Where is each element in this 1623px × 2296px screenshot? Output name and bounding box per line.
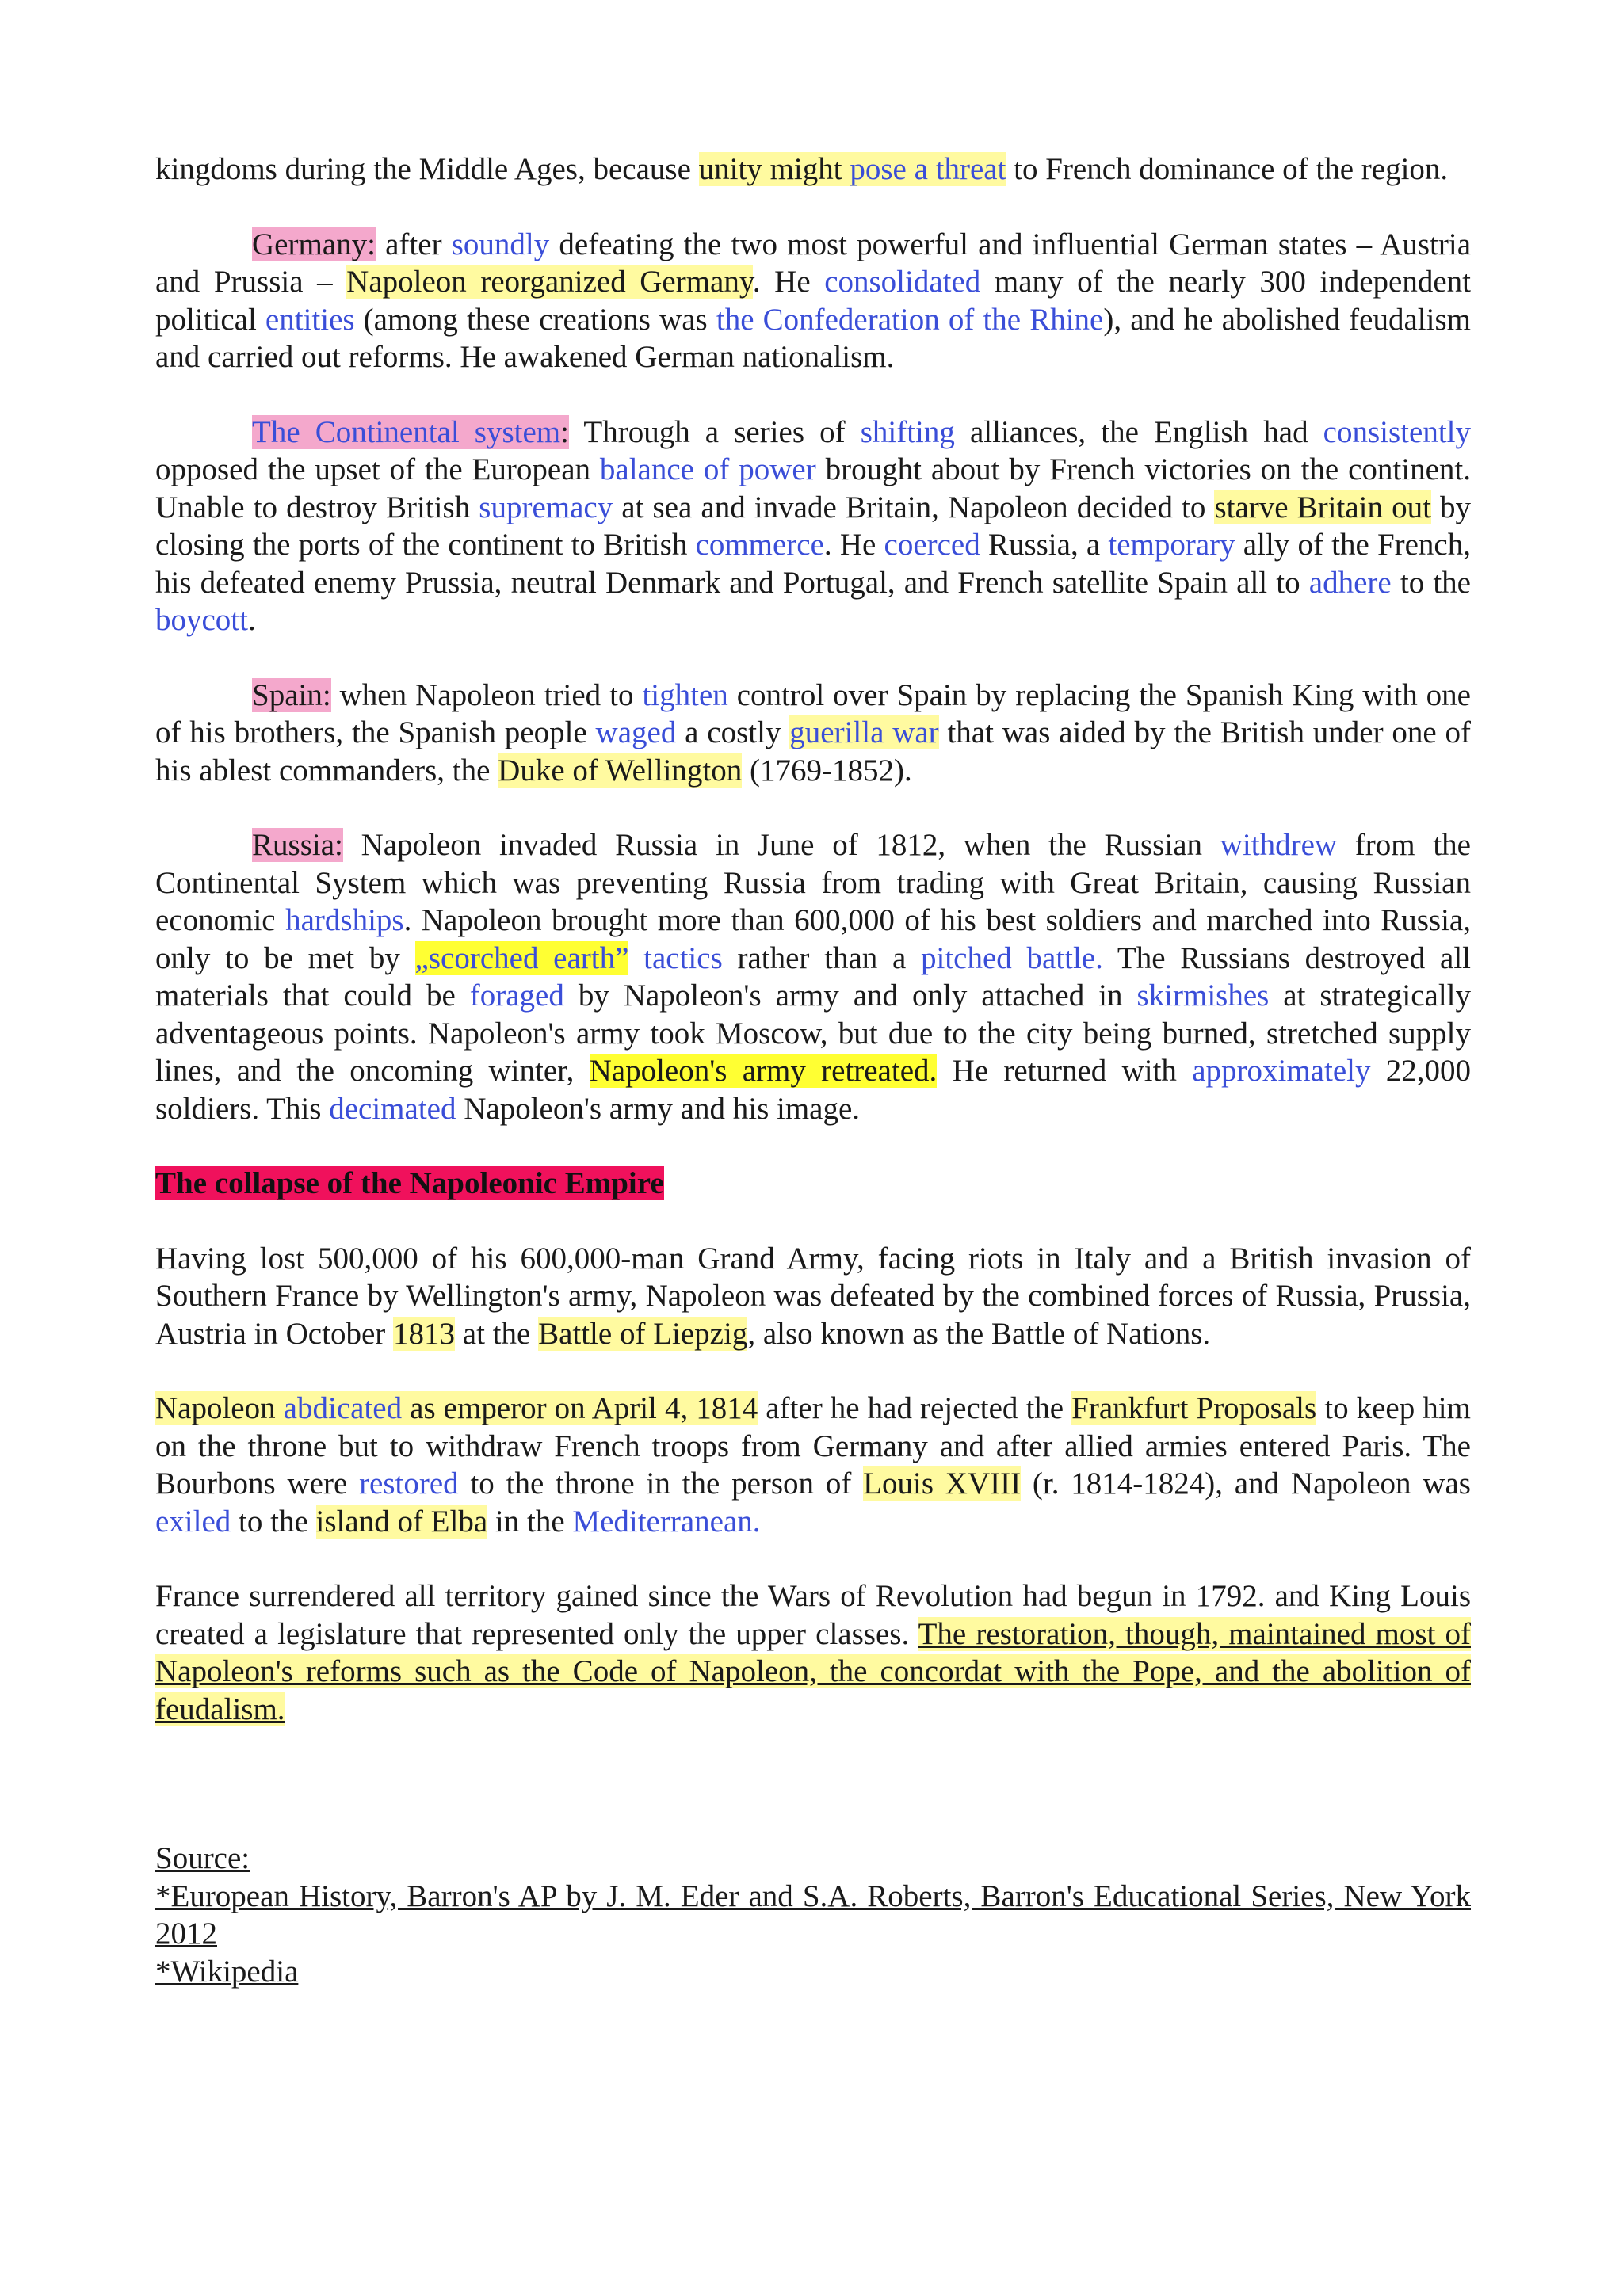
vocabulary-term: abdicated xyxy=(283,1391,403,1425)
vocabulary-term: commerce xyxy=(695,528,824,562)
vocabulary-term: supremacy xyxy=(479,490,613,524)
vocabulary-term: soundly xyxy=(451,227,550,261)
text-run: to the throne in the person of xyxy=(458,1466,864,1501)
text-run: at strategically adventageous points. Napoleon's army took Moscow, but due to the city being burned, stretched supply lines, and the oncoming winter, xyxy=(155,978,1471,1088)
text-run: defeating the two most powerful and influential German states – Austria and Prussia – xyxy=(155,227,1471,299)
text-run: The Russians destroyed all materials that could be xyxy=(155,940,1471,1013)
text-run: that was aided by the British under one of his ablest commanders, the xyxy=(155,715,1471,788)
text-run: . xyxy=(247,603,256,637)
text-run: . He xyxy=(823,528,884,562)
highlight: Duke of Wellington xyxy=(498,753,743,788)
text-run: ally of the French, his defeated enemy Prussia, neutral Denmark and Portugal, and French satellite Spain all to xyxy=(155,528,1471,600)
source-reference-wikipedia: *Wikipedia xyxy=(155,1954,299,1989)
germany-paragraph xyxy=(155,226,1471,376)
text-run: when Napoleon tried to xyxy=(330,677,643,712)
highlight: starve Britain out xyxy=(1214,490,1431,524)
section-heading-wrap xyxy=(155,1165,1471,1203)
text-run: Napoleon invaded Russia in June of 1812, when the Russian xyxy=(342,828,1220,862)
vocabulary-term: entities xyxy=(265,302,355,337)
vocabulary-term: the Confederation of the Rhine xyxy=(716,302,1104,337)
text-run: Russia, a xyxy=(980,528,1109,562)
text-run: rather than a xyxy=(722,940,922,975)
text-run: Through a series of xyxy=(569,414,861,449)
text-run: (among these creations was xyxy=(354,302,716,337)
vocabulary-term: pitched battle. xyxy=(921,940,1103,975)
text-run: 22,000 soldiers. This xyxy=(155,1054,1472,1126)
collapse-paragraph-1 xyxy=(155,1240,1471,1353)
vocabulary-term: shifting xyxy=(860,414,955,449)
vocabulary-term: balance of power xyxy=(599,452,816,486)
source-reference-book: *European History, Barron's AP by J. M. Eder and S.A. Roberts, Barron's Educational Series, New York 2012 xyxy=(155,1878,1471,1951)
section-heading: The collapse of the Napoleonic Empire xyxy=(155,1166,664,1200)
text-run: to French dominance of the region. xyxy=(1006,152,1449,186)
text-run: a costly xyxy=(676,715,790,749)
text-run: by Napoleon's army and only attached in xyxy=(563,978,1137,1013)
vocabulary-term: decimated xyxy=(329,1091,456,1126)
vocabulary-term: approximately xyxy=(1192,1054,1371,1088)
vocabulary-term: tactics xyxy=(643,940,723,975)
highlight: Battle of Liepzig xyxy=(538,1316,748,1351)
highlight: unity might xyxy=(698,152,850,186)
text-run: (r. 1814-1824), and Napoleon was xyxy=(1021,1466,1471,1501)
vocabulary-term: hardships xyxy=(285,903,404,937)
text-run: control over Spain by replacing the Spanish King with one of his brothers, the Spanish people xyxy=(155,677,1471,749)
vocabulary-term: pose a threat xyxy=(850,152,1006,186)
highlight: Napoleon's army retreated. xyxy=(589,1054,938,1088)
highlight: Napoleon reorganized Germany xyxy=(346,265,753,299)
highlight: island of Elba xyxy=(315,1504,488,1539)
vocabulary-term: tighten xyxy=(642,677,728,712)
intro-paragraph xyxy=(155,151,1471,189)
highlight: Napoleon xyxy=(155,1391,284,1425)
document-page xyxy=(155,151,1471,1990)
text-run: to the xyxy=(1391,565,1471,600)
section-label-spain: Spain: xyxy=(252,677,331,712)
spain-paragraph xyxy=(155,677,1471,790)
section-label-germany: Germany: xyxy=(252,227,376,261)
continental-system-paragraph xyxy=(155,414,1471,639)
vocabulary-term: consolidated xyxy=(824,265,981,299)
text-run: at the xyxy=(455,1316,539,1351)
text-run: (1769-1852). xyxy=(742,753,912,788)
text-run: in the xyxy=(487,1504,573,1539)
text-run xyxy=(628,941,643,975)
text-run: after xyxy=(375,227,452,261)
vocabulary-term: waged xyxy=(595,715,677,749)
text-run: from the Continental System which was preventing Russia from trading with Great Britain, causing Russian economic xyxy=(155,828,1471,937)
text-run: . Napoleon brought more than 600,000 of his best soldiers and marched into Russia, only to be met by xyxy=(155,903,1471,975)
highlight: Frankfurt Proposals xyxy=(1071,1391,1317,1425)
vocabulary-term: coerced xyxy=(884,528,980,562)
vocabulary-term: skirmishes xyxy=(1136,978,1270,1013)
highlight-underlined: The restoration, though, maintained most of Napoleon's reforms such as the Code of Napoleon, the concordat with the Pope, and the abolition of feudalism. xyxy=(155,1616,1471,1726)
vocabulary-term: consistently xyxy=(1323,414,1471,449)
highlight: 1813 xyxy=(393,1316,456,1351)
text-run: , also known as the Battle of Nations. xyxy=(747,1316,1211,1351)
text-run: . He xyxy=(752,265,825,299)
vocabulary-term: boycott xyxy=(155,603,248,637)
section-label-russia: Russia: xyxy=(252,828,343,862)
text-run: ), and he abolished feudalism and carried out reforms. He awakened German nationalism. xyxy=(155,302,1471,374)
collapse-paragraph-2 xyxy=(155,1390,1471,1540)
collapse-paragraph-3 xyxy=(155,1577,1471,1728)
vocabulary-term: exiled xyxy=(155,1504,231,1539)
vocabulary-term: adhere xyxy=(1308,565,1392,600)
text-run: by closing the ports of the continent to British xyxy=(155,490,1472,562)
text-run: He returned with xyxy=(937,1054,1193,1088)
text-run: to keep him on the throne but to withdraw French troops from Germany and after allied armies entered Paris. The Bourbons were xyxy=(155,1391,1471,1501)
russia-paragraph xyxy=(155,826,1471,1127)
text-run: France surrendered all territory gained since the Wars of Revolution had begun in 1792. and King Louis created a legislature that represented only the upper classes. xyxy=(155,1579,1471,1651)
text-run: at sea and invade Britain, Napoleon decided to xyxy=(613,490,1215,524)
section-label-colon: : xyxy=(560,414,569,449)
vocabulary-term: temporary xyxy=(1108,528,1235,562)
text-run: kingdoms during the Middle Ages, because xyxy=(155,152,699,186)
text-run: Napoleon's army and his image. xyxy=(456,1091,861,1126)
vocabulary-term: Mediterranean. xyxy=(572,1504,761,1539)
text-run: to the xyxy=(231,1504,316,1539)
text-run: many of the nearly 300 independent political xyxy=(155,265,1471,337)
vocabulary-term: guerilla war xyxy=(789,715,939,749)
text-run: alliances, the English had xyxy=(954,414,1323,449)
vocabulary-term: foraged xyxy=(469,978,564,1013)
highlight: Louis XVIII xyxy=(863,1466,1022,1501)
text-run: opposed the upset of the European xyxy=(155,452,600,486)
text-run: brought about by French victories on the continent. Unable to destroy British xyxy=(155,452,1471,524)
vocabulary-term: restored xyxy=(359,1466,459,1501)
vocabulary-term: „scorched earth” xyxy=(414,940,629,975)
text-run: Having lost 500,000 of his 600,000-man Grand Army, facing riots in Italy and a British invasion of Southern France by Wellington's army, Napoleon was defeated by the combined forces of Russia, Prussia, Austria in October xyxy=(155,1241,1471,1351)
vocabulary-term: withdrew xyxy=(1220,828,1338,862)
source-label: Source: xyxy=(155,1841,250,1875)
text-run: after he had rejected the xyxy=(758,1391,1072,1425)
highlight: as emperor on April 4, 1814 xyxy=(402,1391,758,1425)
section-label-continental-system: The Continental system xyxy=(252,414,561,449)
